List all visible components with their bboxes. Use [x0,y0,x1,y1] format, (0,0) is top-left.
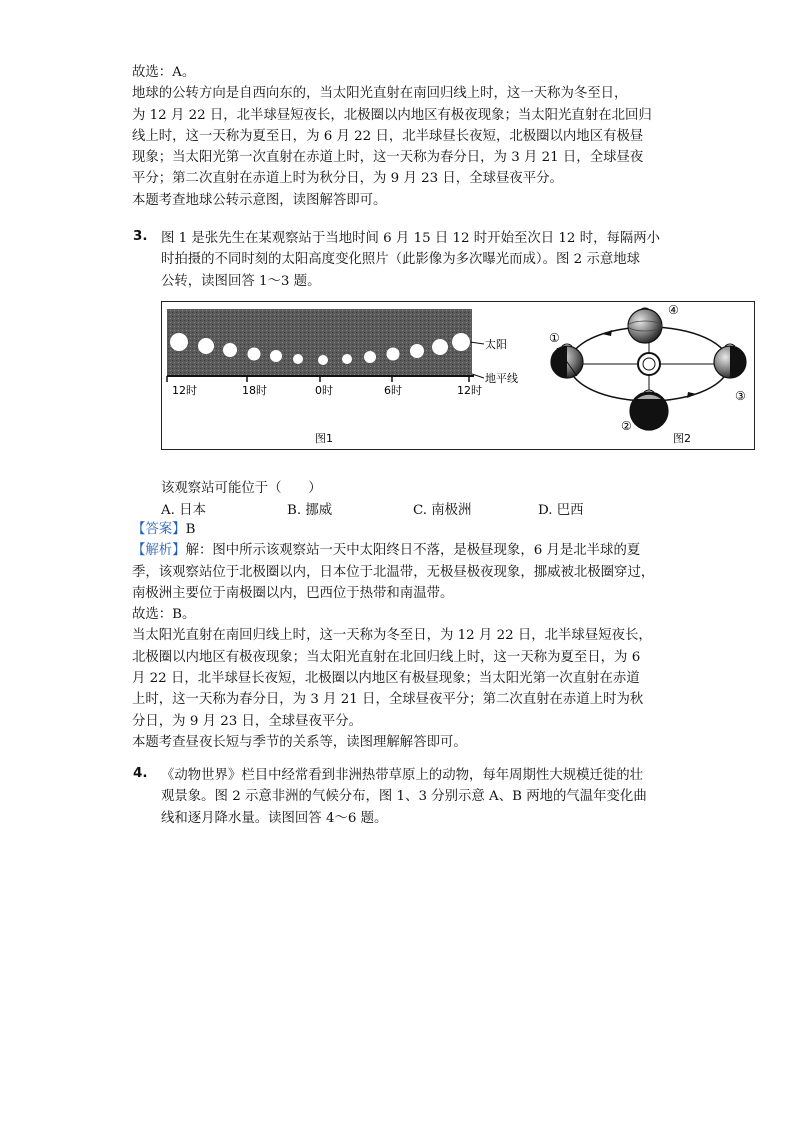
earth-position-4 [628,309,662,343]
tick-label: 12时 [457,384,482,397]
label-horizon: 地平线 [485,372,518,385]
sun-20h [270,350,282,362]
text-line: 现象；当太阳光第一次直射在赤道上时，这一天称为春分日，为 3 月 21 日，全球昼夜 [132,150,644,166]
question-3-stem [161,228,671,292]
question-3-solution [132,519,667,753]
answer-value: B [185,522,196,537]
analysis-tag: 【解析】 [132,543,186,559]
sun-8h [410,344,424,358]
position-label: ② [621,419,632,433]
answer-line [132,519,667,540]
text-line: 本题考查昼夜长短与季节的关系等，读图理解解答即可。 [132,734,467,750]
question-3-prompt: 该观察站可能位于（ ） [161,481,322,496]
sun-12h-end [452,333,470,351]
analysis-line [132,540,667,561]
position-label: ① [549,331,560,345]
sun-10h [432,339,448,355]
question-4-number: 4. [133,765,148,781]
text-line: 南极洲主要位于南极圈以内，巴西位于热带和南温带。 [132,585,454,601]
sun-12h-start [170,333,188,351]
previous-answer-block [132,62,667,211]
position-label: ④ [668,303,679,317]
question-3-number: 3. [133,228,148,244]
text-line: 本题考查地球公转示意图，读图解答即可。 [132,192,387,208]
sun-16h [223,343,237,357]
text-line: 《动物世界》栏目中经常看到非洲热带草原上的动物，每年周期性大规模迁徙的壮 [161,768,644,783]
text-line: 分日，为 9 月 23 日，全球昼夜平分。 [132,713,363,729]
text-line: 当太阳光直射在南回归线上时，这一天称为冬至日，为 12 月 22 日，北半球昼短夜长， [132,628,652,644]
figure-box [161,301,755,450]
figure-2-caption: 图2 [673,432,691,445]
label-sun: 太阳 [485,338,507,351]
text-line: 图 1 是张先生在某观察站于当地时间 6 月 15 日 12 时开始至次日 12 时，每隔两小 [161,231,661,246]
question-4-stem [161,765,671,829]
option-b[interactable]: B. 挪威 [287,503,333,518]
tick-label: 12时 [172,384,197,397]
sun-centre [638,353,660,375]
option-d[interactable]: D. 巴西 [538,503,584,518]
option-c[interactable]: C. 南极洲 [413,503,472,518]
text-line: 月 22 日，北半球昼长夜短，北极圈以内地区有极昼现象；当太阳光第一次直射在赤道 [132,671,640,687]
sun-14h [198,338,214,354]
text-line: 上时，这一天称为春分日，为 3 月 21 日，全球昼夜平分；第二次直射在赤道上时为秋 [132,692,644,708]
text-line: 故选：A。 [132,65,196,80]
option-a[interactable]: A. 日本 [161,503,206,518]
text-line: 北极圈以内地区有极夜现象；当太阳光直射在北回归线上时，这一天称为夏至日，为 6 [132,649,641,665]
text-line: 线上时，这一天称为夏至日，为 6 月 22 日，北半球昼长夜短，北极圈以内地区有极昼 [132,128,644,144]
figure-svg [162,302,754,449]
position-label: ③ [735,389,746,403]
text-line: 解：图中所示该观察站一天中太阳终日不落，是极昼现象，6 月是北半球的夏 [185,543,641,559]
text-line: 平分；第二次直射在赤道上时为秋分日，为 9 月 23 日，全球昼夜平分。 [132,171,563,187]
text-line: 公转，读图回答 1～3 题。 [161,273,321,289]
text-line: 地球的公转方向是自西向东的，当太阳光直射在南回归线上时，这一天称为冬至日， [132,86,628,102]
sun-2h [342,354,352,364]
tick-label: 18时 [242,384,267,397]
text-line: 线和逐月降水量。读图回答 4～6 题。 [161,810,388,826]
select-line: 故选：B。 [132,607,196,623]
text-line: 为 12 月 22 日，北半球昼短夜长，北极圈以内地区有极夜现象；当太阳光直射在北回归 [132,107,652,123]
figure-2 [549,303,746,445]
sun-22h [293,354,303,364]
tick-label: 0时 [315,384,333,397]
question-3-options [161,499,641,519]
figure-1-caption: 图1 [315,432,333,445]
figure-1 [167,309,518,445]
sun-6h [387,348,400,361]
text-line: 观景象。图 2 示意非洲的气候分布，图 1、3 分别示意 A、B 两地的气温年变化曲 [161,789,647,805]
sun-18h [248,348,261,361]
sun-0h [318,355,328,365]
text-line: 时拍摄的不同时刻的太阳高度变化照片（此影像为多次曝光而成）。图 2 示意地球 [161,252,641,268]
sun-4h [364,351,376,363]
answer-tag: 【答案】 [132,522,186,537]
text-line: 季，该观察站位于北极圈以内，日本位于北温带，无极昼极夜现象，挪威被北极圈穿过， [132,564,655,580]
tick-label: 6时 [384,384,402,397]
